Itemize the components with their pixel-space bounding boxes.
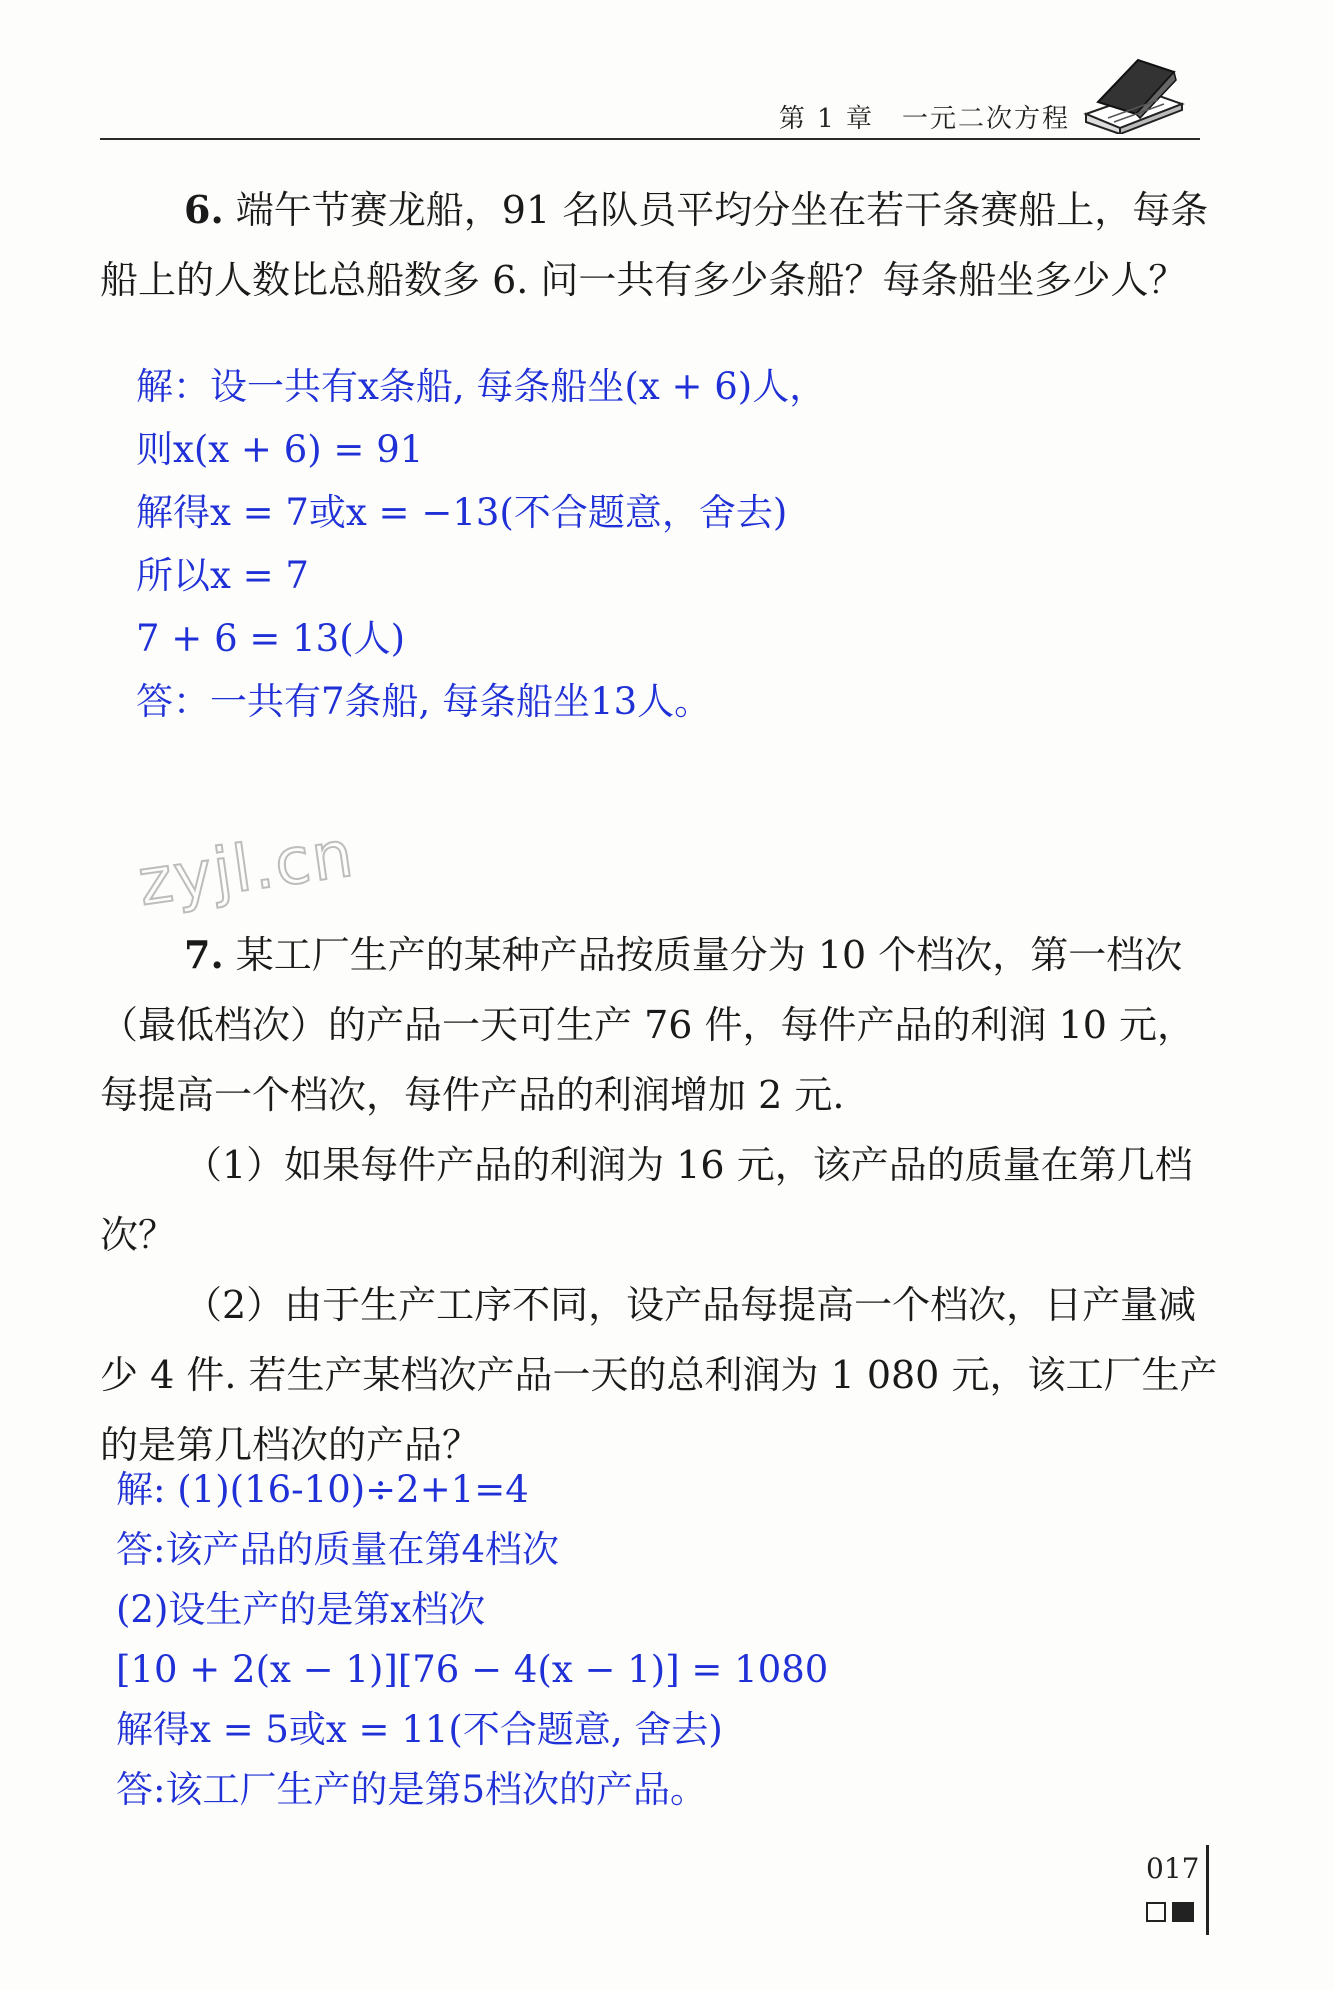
answer-7-line-3: (2)设生产的是第x档次 bbox=[116, 1588, 486, 1631]
answer-7 bbox=[100, 1460, 1220, 1820]
question-7-number: 7. bbox=[184, 932, 224, 977]
answer-6-line-1: 解：设一共有x条船, 每条船坐(x + 6)人， bbox=[136, 365, 827, 408]
answer-6-line-3: 解得x = 7或x = −13(不合题意，舍去) bbox=[136, 491, 788, 534]
page-marker-icon bbox=[1146, 1900, 1202, 1926]
question-6-text bbox=[100, 175, 1220, 315]
answer-7-line-6: 答:该工厂生产的是第5档次的产品。 bbox=[116, 1768, 708, 1811]
answer-7-line-4: [10 + 2(x − 1)][76 − 4(x − 1)] = 1080 bbox=[116, 1648, 829, 1691]
answer-7-line-5: 解得x = 5或x = 11(不合题意, 舍去) bbox=[116, 1708, 723, 1751]
question-7-sub-2: （2）由于生产工序不同，设产品每提高一个档次，日产量减少 4 件. 若生产某档次产品一天的总利润为 1 080 元，该工厂生产的是第几档次的产品？ bbox=[100, 1283, 1218, 1467]
answer-6-line-6: 答：一共有7条船, 每条船坐13人。 bbox=[136, 680, 712, 723]
answer-6-line-5: 7 + 6 = 13(人) bbox=[136, 617, 406, 660]
answer-7-line-1: 解: (1)(16-10)÷2+1=4 bbox=[116, 1468, 529, 1511]
question-7 bbox=[100, 920, 1220, 1480]
answer-6-line-4: 所以x = 7 bbox=[136, 554, 309, 597]
page-header bbox=[100, 94, 1200, 140]
question-7-sub-1: （1）如果每件产品的利润为 16 元，该产品的质量在第几档次？ bbox=[100, 1143, 1193, 1257]
question-6-body: 端午节赛龙船，91 名队员平均分坐在若干条赛船上，每条船上的人数比总船数多 6. 问一共有多少条船？每条船坐多少人？ bbox=[100, 188, 1209, 302]
answer-6 bbox=[100, 355, 1220, 733]
chapter-title: 第 1 章 一元二次方程 bbox=[778, 104, 1070, 134]
page-number: 017 bbox=[1146, 1852, 1200, 1885]
page-number-divider bbox=[1206, 1845, 1209, 1935]
book-icon bbox=[1078, 52, 1188, 134]
question-6 bbox=[100, 175, 1220, 315]
answer-7-line-2: 答:该产品的质量在第4档次 bbox=[116, 1528, 560, 1571]
watermark: zyjl.cn bbox=[133, 817, 360, 921]
question-6-number: 6. bbox=[184, 187, 224, 232]
answer-6-line-2: 则x(x + 6) = 91 bbox=[136, 428, 424, 471]
question-7-text bbox=[100, 920, 1220, 1130]
question-7-body: 某工厂生产的某种产品按质量分为 10 个档次，第一档次（最低档次）的产品一天可生产 76 件，每件产品的利润 10 元，每提高一个档次，每件产品的利润增加 2 元. bbox=[100, 933, 1196, 1117]
